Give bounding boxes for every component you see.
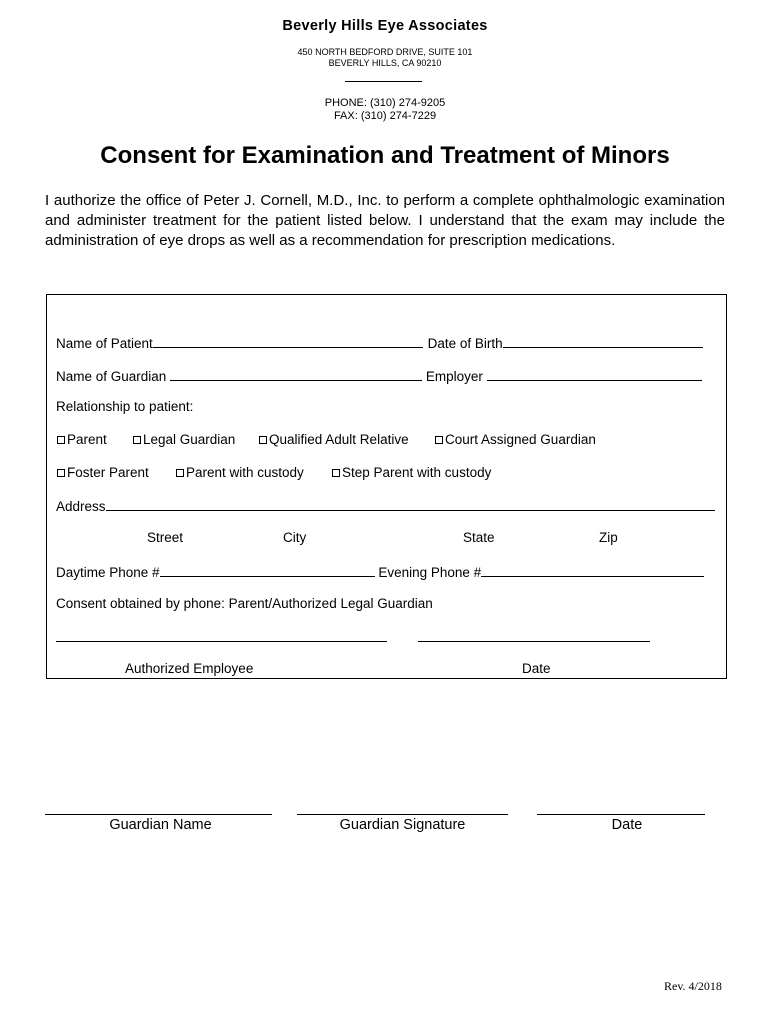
address-street-caption: Street (147, 530, 184, 545)
relationship-option-court-assigned[interactable] (435, 432, 596, 447)
revision-note: Rev. 4/2018 (664, 979, 722, 993)
evening-phone-label: Evening Phone # (378, 565, 482, 580)
checkbox-icon[interactable] (176, 469, 184, 477)
signature-date-line[interactable] (537, 814, 705, 815)
guardian-name-field[interactable] (170, 367, 422, 381)
address-row (56, 497, 715, 514)
employer-label: Employer (425, 369, 483, 384)
guardian-signature-line[interactable] (297, 814, 508, 815)
patient-info-form (46, 294, 727, 679)
address-line-2: BEVERLY HILLS, CA 90210 (328, 58, 442, 68)
patient-name-field[interactable] (153, 334, 423, 348)
address-city-caption: City (283, 530, 307, 545)
checkbox-icon[interactable] (435, 436, 443, 444)
option-label: Foster Parent (67, 465, 149, 480)
checkbox-icon[interactable] (133, 436, 141, 444)
employer-field[interactable] (487, 367, 702, 381)
option-label: Court Assigned Guardian (445, 432, 596, 447)
guardian-name-caption: Guardian Name (109, 817, 212, 833)
daytime-phone-field[interactable] (160, 563, 375, 577)
checkbox-icon[interactable] (332, 469, 340, 477)
relationship-option-parent-custody[interactable] (176, 465, 304, 480)
address-state-caption: State (463, 530, 495, 545)
patient-name-label: Name of Patient (56, 336, 153, 351)
relationship-option-legal-guardian[interactable] (133, 432, 235, 447)
header-divider (345, 81, 422, 82)
guardian-signature-caption: Guardian Signature (339, 817, 466, 833)
consent-paragraph: I authorize the office of Peter J. Cornell, M.D., Inc. to perform a complete ophthalmologic examination and administer treatment for the patient listed below. I understand that the exam may include the administration of eye drops as well as a recommendation for prescription medications. (45, 192, 725, 249)
address-field[interactable] (106, 497, 715, 511)
relationship-label: Relationship to patient: (56, 399, 194, 414)
guardian-name-label: Name of Guardian (56, 369, 167, 384)
page-title: Consent for Examination and Treatment of Minors (100, 142, 670, 169)
option-label: Parent (67, 432, 107, 447)
signature-date-caption: Date (611, 817, 643, 833)
authorized-employee-caption: Authorized Employee (125, 661, 254, 676)
address-line-1: 450 NORTH BEDFORD DRIVE, SUITE 101 (297, 47, 473, 57)
relationship-option-foster-parent[interactable] (57, 465, 149, 480)
fax-number: FAX: (310) 274-7229 (333, 110, 437, 122)
guardian-name-line[interactable] (45, 814, 272, 815)
address-label: Address (56, 499, 106, 514)
daytime-phone-label: Daytime Phone # (56, 565, 160, 580)
employee-date-caption: Date (522, 661, 551, 676)
address-zip-caption: Zip (599, 530, 618, 545)
option-label: Step Parent with custody (342, 465, 492, 480)
option-label: Legal Guardian (143, 432, 236, 447)
evening-phone-field[interactable] (481, 563, 704, 577)
employee-date-line[interactable] (418, 641, 650, 642)
relationship-option-qualified-adult[interactable] (259, 432, 409, 447)
patient-row (56, 334, 703, 351)
dob-field[interactable] (503, 334, 703, 348)
phone-number: PHONE: (310) 274-9205 (324, 97, 446, 109)
dob-label: Date of Birth (427, 336, 503, 351)
checkbox-icon[interactable] (57, 436, 65, 444)
phone-row (56, 563, 704, 580)
phone-consent-text: Consent obtained by phone: Parent/Authorized Legal Guardian (56, 596, 433, 611)
practice-name: Beverly Hills Eye Associates (282, 18, 488, 34)
option-label: Qualified Adult Relative (269, 432, 409, 447)
checkbox-icon[interactable] (259, 436, 267, 444)
relationship-option-step-parent[interactable] (332, 465, 491, 480)
guardian-row (56, 367, 702, 384)
relationship-option-parent[interactable] (57, 432, 107, 447)
employee-signature-line[interactable] (56, 641, 387, 642)
option-label: Parent with custody (186, 465, 304, 480)
checkbox-icon[interactable] (57, 469, 65, 477)
